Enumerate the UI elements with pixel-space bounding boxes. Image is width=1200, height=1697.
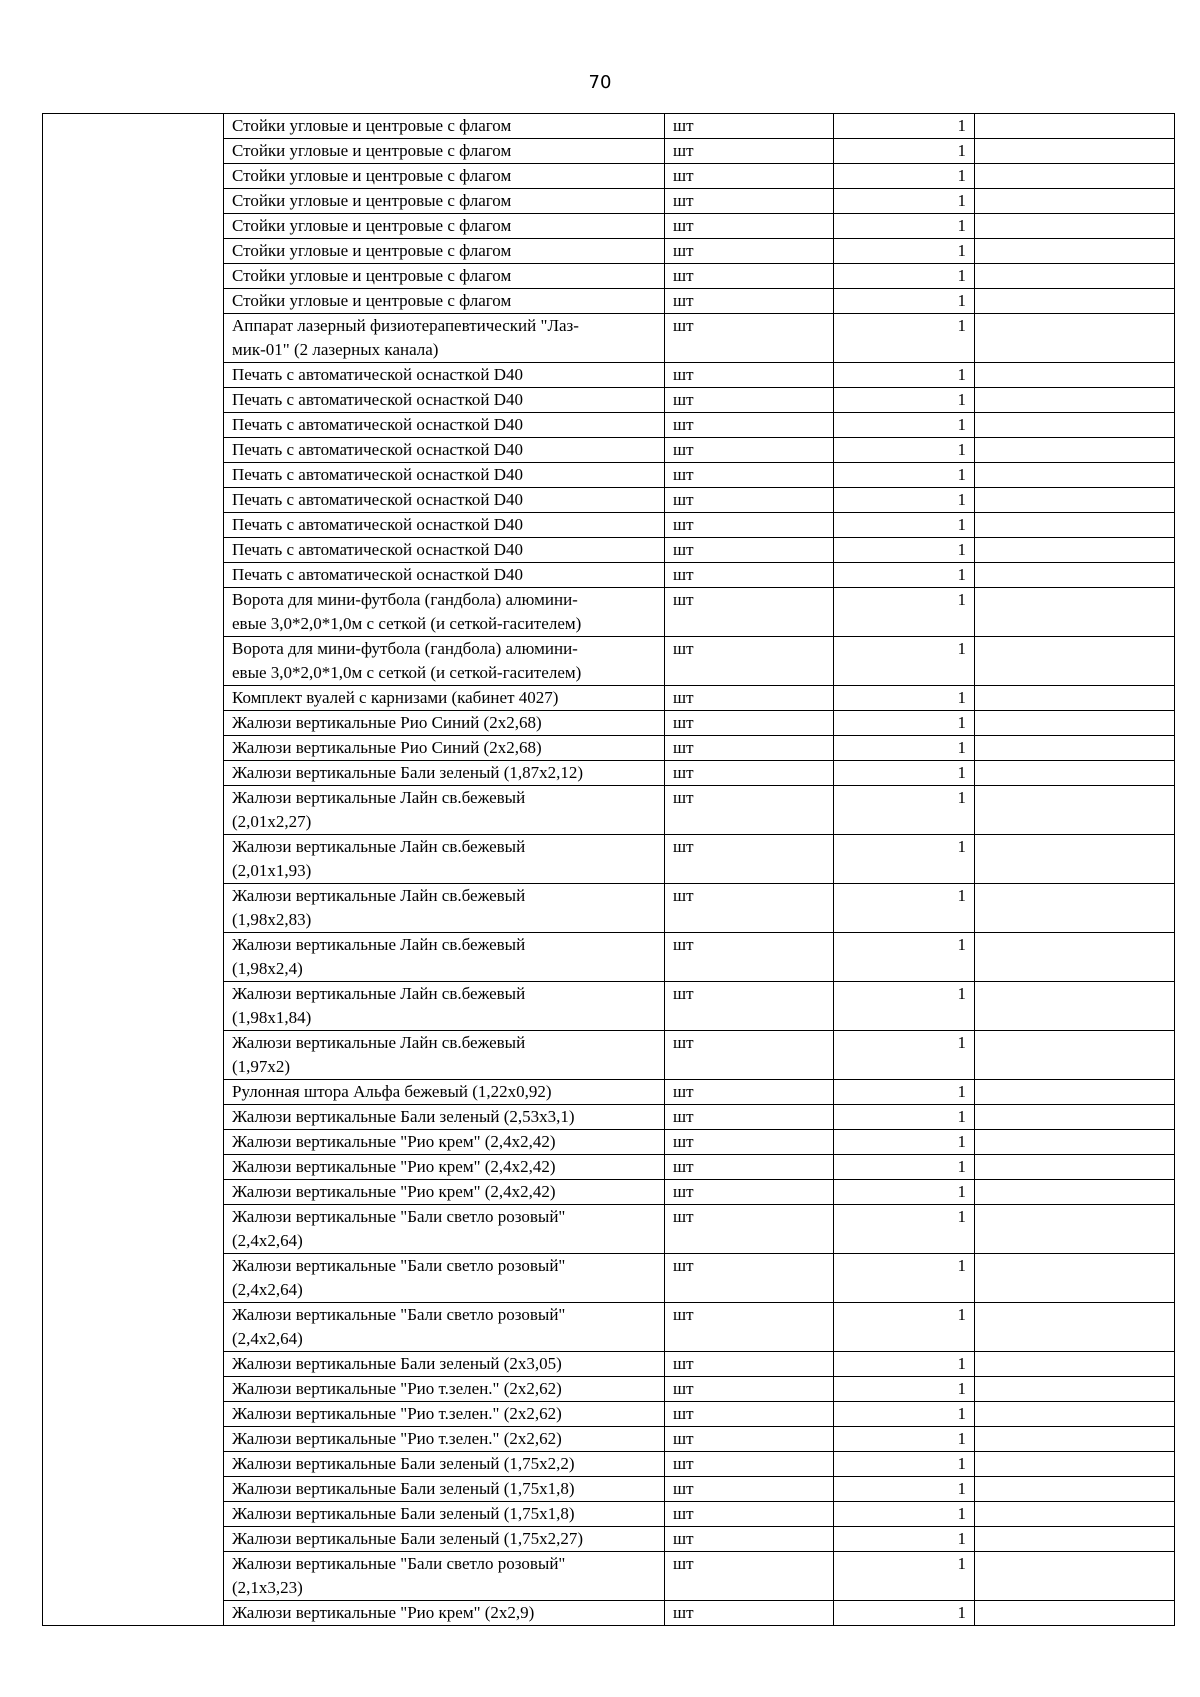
note-cell [975,538,1175,563]
quantity-cell: 1 [834,438,975,463]
quantity-cell: 1 [834,982,975,1031]
item-name-cell: Жалюзи вертикальные Рио Синий (2х2,68) [224,711,665,736]
unit-cell: шт [665,1180,834,1205]
unit-cell: шт [665,1155,834,1180]
unit-cell: шт [665,982,834,1031]
item-name-cell: Жалюзи вертикальные Лайн св.бежевый (1,97х2) [224,1031,665,1080]
note-cell [975,933,1175,982]
empty-group-cell [43,114,224,1626]
item-name-cell: Жалюзи вертикальные "Рио т.зелен." (2х2,62) [224,1377,665,1402]
quantity-cell: 1 [834,1352,975,1377]
note-cell [975,189,1175,214]
quantity-cell: 1 [834,1303,975,1352]
quantity-cell: 1 [834,363,975,388]
note-cell [975,1180,1175,1205]
note-cell [975,214,1175,239]
unit-cell: шт [665,314,834,363]
quantity-cell: 1 [834,835,975,884]
quantity-cell: 1 [834,686,975,711]
unit-cell: шт [665,413,834,438]
item-name-cell: Жалюзи вертикальные Бали зеленый (1,75х2,2) [224,1452,665,1477]
note-cell [975,264,1175,289]
item-name-cell: Печать с автоматической оснасткой D40 [224,538,665,563]
item-name-cell: Ворота для мини-футбола (гандбола) алюмини- евые 3,0*2,0*1,0м с сеткой (и сеткой-гасителем) [224,637,665,686]
item-name-cell: Жалюзи вертикальные Лайн св.бежевый (1,98х2,4) [224,933,665,982]
item-name-cell: Жалюзи вертикальные Бали зеленый (2х3,05) [224,1352,665,1377]
note-cell [975,114,1175,139]
item-name-cell: Жалюзи вертикальные Бали зеленый (1,75х1,8) [224,1477,665,1502]
quantity-cell: 1 [834,1402,975,1427]
item-name-cell: Стойки угловые и центровые с флагом [224,164,665,189]
quantity-cell: 1 [834,1254,975,1303]
unit-cell: шт [665,1031,834,1080]
note-cell [975,289,1175,314]
unit-cell: шт [665,264,834,289]
item-name-cell: Жалюзи вертикальные Лайн св.бежевый (2,01х1,93) [224,835,665,884]
unit-cell: шт [665,933,834,982]
quantity-cell: 1 [834,1105,975,1130]
unit-cell: шт [665,1352,834,1377]
note-cell [975,1527,1175,1552]
unit-cell: шт [665,463,834,488]
note-cell [975,388,1175,413]
quantity-cell: 1 [834,488,975,513]
note-cell [975,1352,1175,1377]
unit-cell: шт [665,1427,834,1452]
quantity-cell: 1 [834,513,975,538]
quantity-cell: 1 [834,114,975,139]
note-cell [975,637,1175,686]
unit-cell: шт [665,736,834,761]
quantity-cell: 1 [834,711,975,736]
item-name-cell: Жалюзи вертикальные Лайн св.бежевый (1,98х2,83) [224,884,665,933]
quantity-cell: 1 [834,933,975,982]
unit-cell: шт [665,488,834,513]
item-name-cell: Жалюзи вертикальные Рио Синий (2х2,68) [224,736,665,761]
page-number: 70 [588,72,612,93]
note-cell [975,686,1175,711]
item-name-cell: Стойки угловые и центровые с флагом [224,239,665,264]
unit-cell: шт [665,835,834,884]
note-cell [975,588,1175,637]
unit-cell: шт [665,363,834,388]
unit-cell: шт [665,438,834,463]
item-name-cell: Стойки угловые и центровые с флагом [224,289,665,314]
unit-cell: шт [665,538,834,563]
quantity-cell: 1 [834,1180,975,1205]
unit-cell: шт [665,884,834,933]
inventory-table [42,113,1175,1626]
item-name-cell: Жалюзи вертикальные Лайн св.бежевый (2,01х2,27) [224,786,665,835]
quantity-cell: 1 [834,1377,975,1402]
quantity-cell: 1 [834,289,975,314]
unit-cell: шт [665,1477,834,1502]
note-cell [975,1427,1175,1452]
note-cell [975,438,1175,463]
item-name-cell: Стойки угловые и центровые с флагом [224,139,665,164]
note-cell [975,413,1175,438]
quantity-cell: 1 [834,1080,975,1105]
unit-cell: шт [665,637,834,686]
item-name-cell: Жалюзи вертикальные "Рио крем" (2х2,9) [224,1601,665,1626]
note-cell [975,363,1175,388]
item-name-cell: Печать с автоматической оснасткой D40 [224,488,665,513]
note-cell [975,1155,1175,1180]
quantity-cell: 1 [834,239,975,264]
item-name-cell: Жалюзи вертикальные Бали зеленый (1,87х2,12) [224,761,665,786]
note-cell [975,786,1175,835]
quantity-cell: 1 [834,1130,975,1155]
unit-cell: шт [665,139,834,164]
note-cell [975,711,1175,736]
item-name-cell: Жалюзи вертикальные Бали зеленый (2,53х3,1) [224,1105,665,1130]
note-cell [975,563,1175,588]
note-cell [975,982,1175,1031]
item-name-cell: Жалюзи вертикальные "Рио крем" (2,4х2,42) [224,1155,665,1180]
note-cell [975,1105,1175,1130]
quantity-cell: 1 [834,786,975,835]
item-name-cell: Жалюзи вертикальные "Рио т.зелен." (2х2,62) [224,1427,665,1452]
item-name-cell: Рулонная штора Альфа бежевый (1,22х0,92) [224,1080,665,1105]
item-name-cell: Печать с автоматической оснасткой D40 [224,363,665,388]
note-cell [975,488,1175,513]
unit-cell: шт [665,1130,834,1155]
unit-cell: шт [665,1080,834,1105]
quantity-cell: 1 [834,1155,975,1180]
quantity-cell: 1 [834,388,975,413]
item-name-cell: Печать с автоматической оснасткой D40 [224,388,665,413]
unit-cell: шт [665,1527,834,1552]
item-name-cell: Ворота для мини-футбола (гандбола) алюмини- евые 3,0*2,0*1,0м с сеткой (и сеткой-гасителем) [224,588,665,637]
quantity-cell: 1 [834,164,975,189]
item-name-cell: Жалюзи вертикальные Бали зеленый (1,75х2,27) [224,1527,665,1552]
note-cell [975,463,1175,488]
quantity-cell: 1 [834,1205,975,1254]
unit-cell: шт [665,711,834,736]
item-name-cell: Жалюзи вертикальные Бали зеленый (1,75х1,8) [224,1502,665,1527]
unit-cell: шт [665,1502,834,1527]
note-cell [975,884,1175,933]
item-name-cell: Жалюзи вертикальные "Бали светло розовый" (2,4х2,64) [224,1254,665,1303]
unit-cell: шт [665,289,834,314]
item-name-cell: Жалюзи вертикальные "Бали светло розовый" (2,1х3,23) [224,1552,665,1601]
item-name-cell: Жалюзи вертикальные "Рио т.зелен." (2х2,62) [224,1402,665,1427]
item-name-cell: Печать с автоматической оснасткой D40 [224,438,665,463]
unit-cell: шт [665,513,834,538]
item-name-cell: Жалюзи вертикальные "Рио крем" (2,4х2,42) [224,1180,665,1205]
note-cell [975,314,1175,363]
unit-cell: шт [665,686,834,711]
note-cell [975,1452,1175,1477]
unit-cell: шт [665,1402,834,1427]
quantity-cell: 1 [834,264,975,289]
unit-cell: шт [665,239,834,264]
quantity-cell: 1 [834,139,975,164]
unit-cell: шт [665,1254,834,1303]
inventory-table-body [43,114,1175,1626]
item-name-cell: Печать с автоматической оснасткой D40 [224,513,665,538]
quantity-cell: 1 [834,214,975,239]
note-cell [975,239,1175,264]
quantity-cell: 1 [834,413,975,438]
unit-cell: шт [665,388,834,413]
note-cell [975,139,1175,164]
quantity-cell: 1 [834,463,975,488]
quantity-cell: 1 [834,563,975,588]
item-name-cell: Стойки угловые и центровые с флагом [224,189,665,214]
unit-cell: шт [665,1205,834,1254]
table-row [43,114,1175,139]
item-name-cell: Стойки угловые и центровые с флагом [224,114,665,139]
unit-cell: шт [665,1377,834,1402]
unit-cell: шт [665,189,834,214]
note-cell [975,1601,1175,1626]
quantity-cell: 1 [834,1601,975,1626]
unit-cell: шт [665,164,834,189]
note-cell [975,1552,1175,1601]
note-cell [975,835,1175,884]
item-name-cell: Аппарат лазерный физиотерапевтический "Лаз- мик-01" (2 лазерных канала) [224,314,665,363]
note-cell [975,1502,1175,1527]
unit-cell: шт [665,588,834,637]
item-name-cell: Печать с автоматической оснасткой D40 [224,563,665,588]
unit-cell: шт [665,1105,834,1130]
quantity-cell: 1 [834,761,975,786]
quantity-cell: 1 [834,884,975,933]
item-name-cell: Стойки угловые и центровые с флагом [224,214,665,239]
note-cell [975,1080,1175,1105]
item-name-cell: Жалюзи вертикальные "Рио крем" (2,4х2,42) [224,1130,665,1155]
unit-cell: шт [665,114,834,139]
quantity-cell: 1 [834,1031,975,1080]
quantity-cell: 1 [834,1527,975,1552]
unit-cell: шт [665,1601,834,1626]
unit-cell: шт [665,214,834,239]
unit-cell: шт [665,563,834,588]
note-cell [975,1402,1175,1427]
note-cell [975,1477,1175,1502]
note-cell [975,1031,1175,1080]
note-cell [975,736,1175,761]
quantity-cell: 1 [834,1452,975,1477]
quantity-cell: 1 [834,538,975,563]
note-cell [975,1377,1175,1402]
unit-cell: шт [665,761,834,786]
quantity-cell: 1 [834,1552,975,1601]
item-name-cell: Печать с автоматической оснасткой D40 [224,463,665,488]
quantity-cell: 1 [834,736,975,761]
unit-cell: шт [665,1552,834,1601]
note-cell [975,513,1175,538]
quantity-cell: 1 [834,588,975,637]
item-name-cell: Комплект вуалей с карнизами (кабинет 4027) [224,686,665,711]
note-cell [975,164,1175,189]
quantity-cell: 1 [834,637,975,686]
quantity-cell: 1 [834,189,975,214]
unit-cell: шт [665,1303,834,1352]
quantity-cell: 1 [834,1477,975,1502]
item-name-cell: Жалюзи вертикальные "Бали светло розовый" (2,4х2,64) [224,1205,665,1254]
note-cell [975,1130,1175,1155]
unit-cell: шт [665,786,834,835]
quantity-cell: 1 [834,314,975,363]
item-name-cell: Стойки угловые и центровые с флагом [224,264,665,289]
item-name-cell: Жалюзи вертикальные "Бали светло розовый" (2,4х2,64) [224,1303,665,1352]
note-cell [975,761,1175,786]
item-name-cell: Печать с автоматической оснасткой D40 [224,413,665,438]
unit-cell: шт [665,1452,834,1477]
note-cell [975,1254,1175,1303]
item-name-cell: Жалюзи вертикальные Лайн св.бежевый (1,98х1,84) [224,982,665,1031]
note-cell [975,1205,1175,1254]
note-cell [975,1303,1175,1352]
quantity-cell: 1 [834,1502,975,1527]
quantity-cell: 1 [834,1427,975,1452]
